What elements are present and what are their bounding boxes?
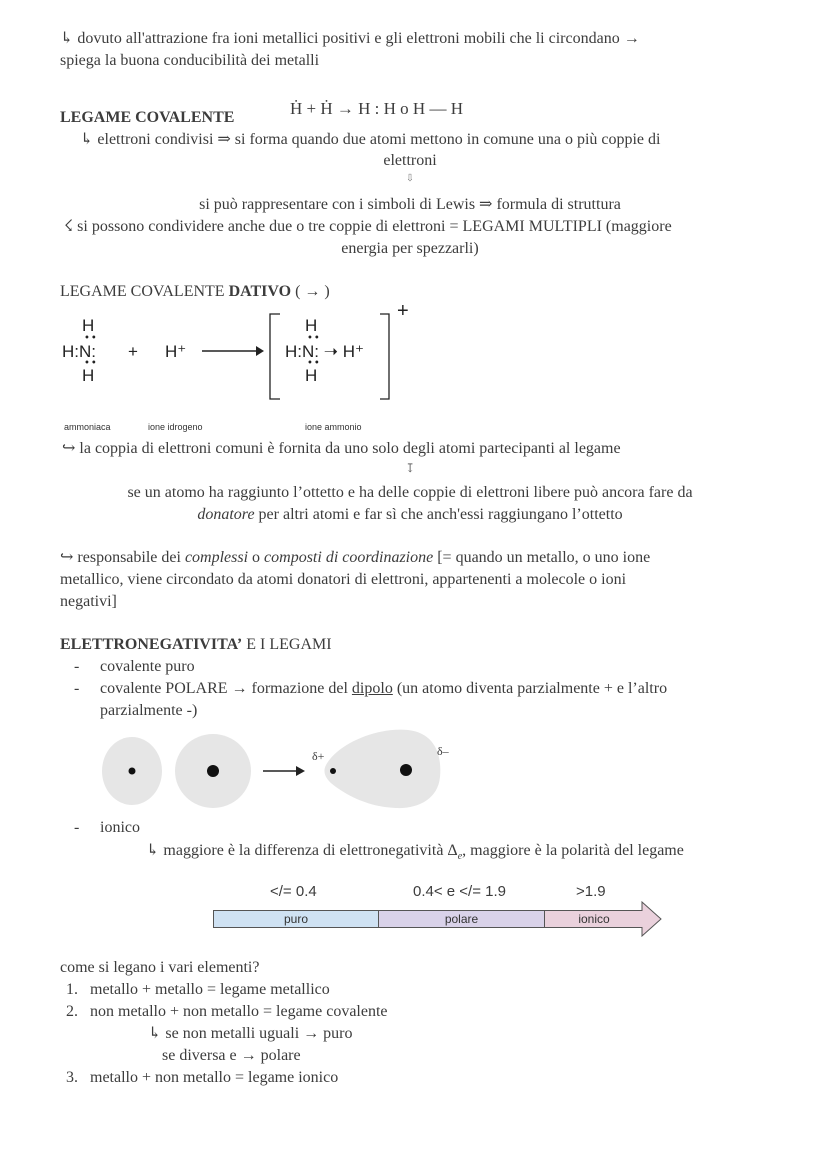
lone-pair-dots: •• bbox=[84, 333, 98, 344]
diff-pre: ↳ maggiore è la differenza di elettronegatività Δ bbox=[146, 842, 458, 859]
elettroneg-heading bbox=[60, 634, 332, 656]
list-dash: - bbox=[74, 658, 80, 675]
list-dash: - bbox=[74, 680, 80, 697]
responsabile-line-2: metallico, viene circondato da atomi donatori di elettroni, appartenenti a molecole o ioni bbox=[60, 571, 627, 588]
diff-sub: e bbox=[457, 851, 463, 863]
scale-range-ionico: >1.9 bbox=[576, 883, 606, 900]
item-covalente-polare-2: parzialmente -) bbox=[100, 702, 198, 719]
reaction-arrow-icon bbox=[200, 343, 266, 359]
covalente-line-3: si può rappresentare con i simboli di Lewis ⇒ formula di struttura bbox=[199, 196, 621, 213]
covalente-line-4: ☇ si possono condividere anche due o tre coppie di elettroni = LEGAMI MULTIPLI (maggiore bbox=[64, 218, 672, 235]
scale-arrowhead-icon bbox=[641, 901, 663, 937]
nh3-top-h: H bbox=[82, 316, 95, 335]
nh3-bot-h: H bbox=[82, 366, 95, 385]
legano-question: come si legano i vari elementi? bbox=[60, 959, 260, 976]
nh4-top-h: H bbox=[305, 316, 318, 335]
legano-item-3: metallo + non metallo = legame ionico bbox=[90, 1069, 339, 1086]
scale-segment-puro: puro bbox=[213, 910, 379, 928]
resp-complessi: complessi bbox=[184, 549, 249, 566]
covalente-line-1: ↳ elettroni condivisi ⇒ si forma quando due atomi mettono in comune una o più coppie di bbox=[80, 131, 661, 148]
legano-sub-2: se diversa e → polare bbox=[162, 1047, 301, 1064]
nh4-bot-h: H bbox=[305, 366, 318, 385]
elettroneg-heading-rest: E I LEGAMI bbox=[242, 636, 332, 653]
intro-line-2: spiega la buona conducibilità dei metalli bbox=[60, 52, 320, 69]
item-ionico: ionico bbox=[100, 819, 140, 836]
dipolo-word: dipolo bbox=[351, 680, 393, 697]
scale-range-polare: 0.4< e </= 1.9 bbox=[413, 883, 506, 900]
down-arrow-icon: ⇩ bbox=[405, 173, 415, 184]
polare-pre: covalente POLARE → formazione del bbox=[100, 680, 352, 697]
diff-post: , maggiore è la polarità del legame bbox=[462, 842, 684, 859]
dativo-heading-post: ( → ) bbox=[291, 283, 330, 300]
nh4-mid: H:N: ➝ H⁺ bbox=[285, 342, 364, 361]
donatore-word: donatore bbox=[197, 506, 255, 523]
nh3-mid: H:N: bbox=[62, 342, 96, 361]
covalente-line-2: elettroni bbox=[383, 152, 437, 169]
resp-post: [= quando un metallo, o uno ione bbox=[433, 549, 651, 566]
num-2: 2. bbox=[66, 1003, 78, 1020]
dativo-heading bbox=[60, 281, 330, 303]
elettroneg-heading-bold: ELETTRONEGATIVITA’ bbox=[60, 636, 243, 653]
polare-post: (un atomo diventa parzialmente + e l’altro bbox=[392, 680, 668, 697]
num-3: 3. bbox=[66, 1069, 78, 1086]
covalente-formula: Ḣ + Ḣ → H : H o H — H bbox=[290, 99, 463, 118]
down-arrow-icon-2: ↧ bbox=[404, 461, 416, 475]
dativo-line-3 bbox=[0, 504, 820, 526]
responsabile-line-3: negativi] bbox=[60, 593, 117, 610]
legano-sub-1: ↳ se non metalli uguali → puro bbox=[148, 1025, 353, 1042]
resp-composti: composti di coordinazione bbox=[264, 549, 434, 566]
delta-minus: δ– bbox=[437, 744, 449, 758]
h-plus: H⁺ bbox=[165, 342, 187, 361]
bond-dots: •• bbox=[84, 358, 98, 369]
dativo-heading-bold: DATIVO bbox=[228, 283, 292, 300]
label-ammoniaca: ammoniaca bbox=[64, 422, 111, 432]
dipole-illustration bbox=[100, 725, 460, 817]
dativo-line-2: se un atomo ha raggiunto l’ottetto e ha delle coppie di elettroni libere può ancora fare da bbox=[127, 484, 693, 501]
scale-segment-ionico: ionico bbox=[544, 910, 643, 928]
responsabile-line-1 bbox=[60, 547, 650, 569]
lone-pair-dots-2: •• bbox=[307, 333, 321, 344]
resp-pre: ↪ responsabile dei bbox=[60, 549, 185, 566]
item-covalente-polare bbox=[100, 678, 667, 700]
dativo-heading-pre: LEGAME COVALENTE bbox=[60, 283, 229, 300]
scale-range-puro: </= 0.4 bbox=[270, 883, 317, 900]
list-dash: - bbox=[74, 819, 80, 836]
label-ione-ammonio: ione ammonio bbox=[305, 422, 362, 432]
charge-plus: + bbox=[397, 300, 409, 322]
scale-segment-polare: polare bbox=[378, 910, 545, 928]
bond-dots-2: •• bbox=[307, 358, 321, 369]
dativo-line-3-rest: per altri atomi e far sì che anch'essi raggiungano l’ottetto bbox=[254, 506, 623, 523]
intro-line-1: ↳ dovuto all'attrazione fra ioni metallici positivi e gli elettroni mobili che li circondano → bbox=[60, 30, 640, 47]
legano-item-1: metallo + metallo = legame metallico bbox=[90, 981, 330, 998]
delta-plus: δ+ bbox=[312, 749, 325, 763]
resp-mid: o bbox=[248, 549, 265, 566]
item-covalente-puro: covalente puro bbox=[100, 658, 195, 675]
differenza-line bbox=[146, 840, 684, 868]
plus-sign: + bbox=[128, 342, 138, 361]
label-ione-idrogeno: ione idrogeno bbox=[148, 422, 203, 432]
dativo-line-1: ↪ la coppia di elettroni comuni è fornita da uno solo degli atomi partecipanti al legame bbox=[62, 440, 621, 457]
covalente-heading: LEGAME COVALENTE bbox=[60, 109, 235, 126]
legano-item-2: non metallo + non metallo = legame covalente bbox=[90, 1003, 388, 1020]
covalente-line-5: energia per spezzarli) bbox=[341, 240, 479, 257]
num-1: 1. bbox=[66, 981, 78, 998]
